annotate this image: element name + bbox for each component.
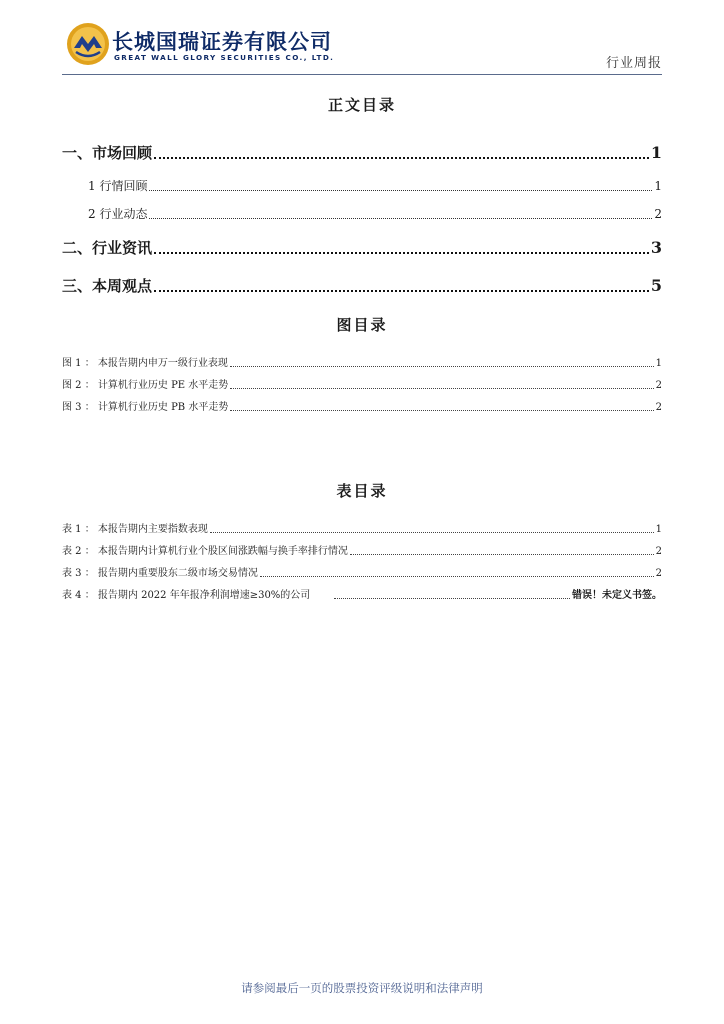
table-toc-entry[interactable] — [62, 542, 662, 557]
toc-entry-page: 2 — [655, 380, 662, 391]
toc-entry-page: 2 — [655, 402, 662, 413]
dot-leader — [260, 575, 654, 577]
dot-leader — [210, 531, 654, 533]
table-toc-entry[interactable] — [62, 520, 662, 535]
toc-entry-industry-news[interactable] — [88, 205, 662, 222]
dot-leader — [350, 553, 654, 555]
dot-leader — [149, 189, 652, 191]
toc-entry-error-text: 错误！未定义书签。 — [572, 590, 662, 601]
table-toc-title: 表目录 — [336, 482, 388, 500]
table-toc-entry[interactable] — [62, 586, 662, 601]
dot-leader — [230, 409, 653, 411]
main-toc-title: 正文目录 — [327, 96, 396, 114]
toc-entry-label: 2 行业动态 — [88, 207, 148, 221]
disclaimer-footer: 请参阅最后一页的股票投资评级说明和法律声明 — [241, 981, 483, 995]
dot-leader — [154, 156, 649, 159]
toc-entry-page: 3 — [650, 238, 662, 257]
toc-entry-page: 2 — [655, 568, 662, 579]
toc-entry-industry-info[interactable] — [62, 237, 662, 258]
table-toc-entry[interactable] — [62, 564, 662, 579]
figure-toc-entry[interactable] — [62, 354, 662, 369]
toc-entry-label: 图 2 ： 计算机行业历史 PE 水平走势 — [62, 380, 229, 391]
toc-entry-label: 表 2 ： 本报告期内计算机行业个股区间涨跌幅与换手率排行情况 — [62, 546, 348, 557]
toc-entry-page: 2 — [655, 546, 662, 557]
dot-leader — [154, 251, 649, 254]
toc-entry-page: 1 — [654, 179, 662, 193]
company-logo-icon — [66, 22, 110, 66]
figure-toc-entry[interactable] — [62, 376, 662, 391]
toc-entry-label: 表 4 ： 报告期内 2022 年年报净利润增速≥30%的公司 — [62, 590, 311, 601]
dot-leader — [334, 597, 570, 599]
toc-entry-label: 表 1 ： 本报告期内主要指数表现 — [62, 524, 208, 535]
dot-leader — [149, 217, 652, 219]
toc-entry-market-trend[interactable] — [88, 177, 662, 194]
toc-entry-weekly-view[interactable] — [62, 275, 662, 296]
report-type-label: 行业周报 — [605, 56, 662, 71]
toc-entry-page: 1 — [655, 524, 662, 535]
figure-toc-title: 图目录 — [336, 316, 388, 334]
toc-entry-label: 1 行情回顾 — [88, 179, 148, 193]
dot-leader — [230, 365, 654, 367]
toc-entry-label: 表 3 ： 报告期内重要股东二级市场交易情况 — [62, 568, 258, 579]
toc-entry-label: 二、行业资讯 — [62, 239, 153, 257]
toc-entry-page: 5 — [650, 276, 662, 295]
company-name-cn: 长城国瑞证券有限公司 — [112, 30, 332, 54]
toc-entry-page: 1 — [655, 358, 662, 369]
dot-leader — [230, 387, 653, 389]
toc-entry-label: 图 1 ： 本报告期内申万一级行业表现 — [62, 358, 228, 369]
company-name-en: GREAT WALL GLORY SECURITIES CO., LTD. — [114, 53, 335, 62]
toc-entry-label: 图 3 ： 计算机行业历史 PB 水平走势 — [62, 402, 229, 413]
figure-toc-entry[interactable] — [62, 398, 662, 413]
page-header — [62, 22, 662, 74]
toc-entry-market-review[interactable] — [62, 142, 662, 163]
toc-entry-page: 1 — [650, 143, 662, 162]
toc-entry-label: 一、市场回顾 — [62, 144, 153, 162]
toc-entry-page: 2 — [654, 207, 662, 221]
header-divider — [62, 74, 662, 75]
toc-entry-label: 三、本周观点 — [62, 277, 153, 295]
dot-leader — [154, 289, 649, 292]
